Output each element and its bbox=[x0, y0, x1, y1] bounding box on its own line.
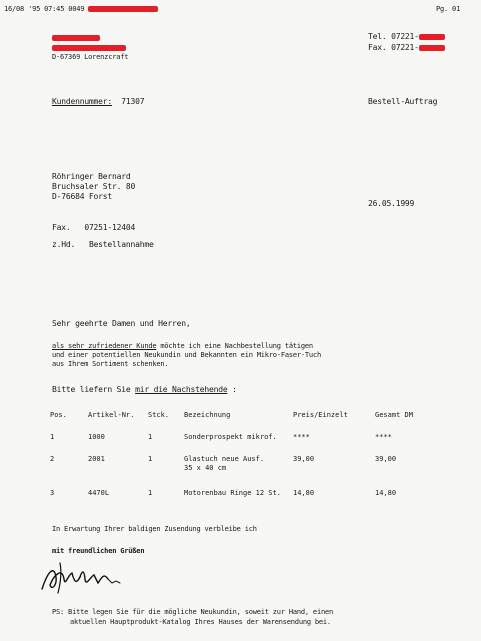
document-type: Bestell-Auftrag bbox=[368, 97, 438, 106]
intro-line-1: als sehr zufriedener Kunde möchte ich eine Nachbestellung tätigen bbox=[52, 342, 313, 350]
table-row: 4470L bbox=[88, 489, 110, 497]
fax-header-page: Pg. 01 bbox=[436, 5, 461, 13]
recipient-attention: z.Hd. Bestellannahme bbox=[52, 240, 154, 249]
contact-tel: Tel. 07221- bbox=[368, 32, 445, 42]
recipient-name: Röhringer Bernard bbox=[52, 172, 131, 181]
closing-line: In Erwartung Ihrer baldigen Zusendung verbleibe ich bbox=[52, 525, 257, 533]
table-row: 35 x 40 cm bbox=[184, 464, 227, 472]
table-row: 2 bbox=[50, 455, 55, 463]
intro-line-2: und einer potentiellen Neukundin und Bekannten ein Mikro-Faser-Tuch bbox=[52, 351, 321, 359]
table-row: Glastuch neue Ausf. bbox=[184, 455, 265, 463]
table-row: 14,80 bbox=[293, 489, 315, 497]
regards-line: mit freundlichen Grüßen bbox=[52, 547, 145, 555]
table-header-qty: Stck. bbox=[148, 411, 170, 419]
table-row: 3 bbox=[50, 489, 55, 497]
table-row: 2001 bbox=[88, 455, 105, 463]
table-row: 39,00 bbox=[293, 455, 315, 463]
fax-header-left: 16/08 '95 07:45 0049 bbox=[4, 4, 158, 14]
table-row: 14,80 bbox=[375, 489, 397, 497]
table-row: Motorenbau Ringe 12 St. bbox=[184, 489, 281, 497]
recipient-street: Bruchsaler Str. 80 bbox=[52, 182, 136, 191]
table-header-article: Artikel-Nr. bbox=[88, 411, 135, 419]
table-row: 1000 bbox=[88, 433, 105, 441]
sender-name-redacted bbox=[52, 33, 100, 43]
recipient-fax: Fax. 07251-12404 bbox=[52, 223, 136, 232]
table-header-unit-price: Preis/Einzelt bbox=[293, 411, 348, 419]
table-header-pos: Pos. bbox=[50, 411, 67, 419]
customer-number: Kundennummer: 71307 bbox=[52, 97, 145, 106]
contact-fax: Fax. 07221- bbox=[368, 43, 445, 53]
table-row: 1 bbox=[50, 433, 55, 441]
table-header-description: Bezeichnung bbox=[184, 411, 231, 419]
table-row: Sonderprospekt mikrof. bbox=[184, 433, 277, 441]
redacted-number bbox=[88, 6, 158, 12]
table-row: 1 bbox=[148, 455, 153, 463]
postscript-line-2: aktuellen Hauptprodukt-Katalog Ihres Hauses der Warensendung bei. bbox=[70, 618, 331, 626]
table-row: **** bbox=[375, 433, 392, 441]
table-row: **** bbox=[293, 433, 310, 441]
table-row: 1 bbox=[148, 489, 153, 497]
table-header-total: Gesamt DM bbox=[375, 411, 413, 419]
table-row: 39,00 bbox=[375, 455, 397, 463]
postscript-line-1: PS: Bitte legen Sie für die mögliche Neukundin, soweit zur Hand, einen bbox=[52, 608, 334, 616]
handwritten-signature bbox=[38, 557, 138, 597]
intro-line-3: aus Ihrem Sortiment schenken. bbox=[52, 360, 169, 368]
sender-city: D-67369 Lorenzcraft bbox=[52, 53, 129, 61]
order-request: Bitte liefern Sie mir die Nachstehende : bbox=[52, 385, 237, 394]
salutation: Sehr geehrte Damen und Herren, bbox=[52, 319, 191, 328]
table-row: 1 bbox=[148, 433, 153, 441]
recipient-city: D-76684 Forst bbox=[52, 192, 113, 201]
letter-date: 26.05.1999 bbox=[368, 199, 415, 208]
